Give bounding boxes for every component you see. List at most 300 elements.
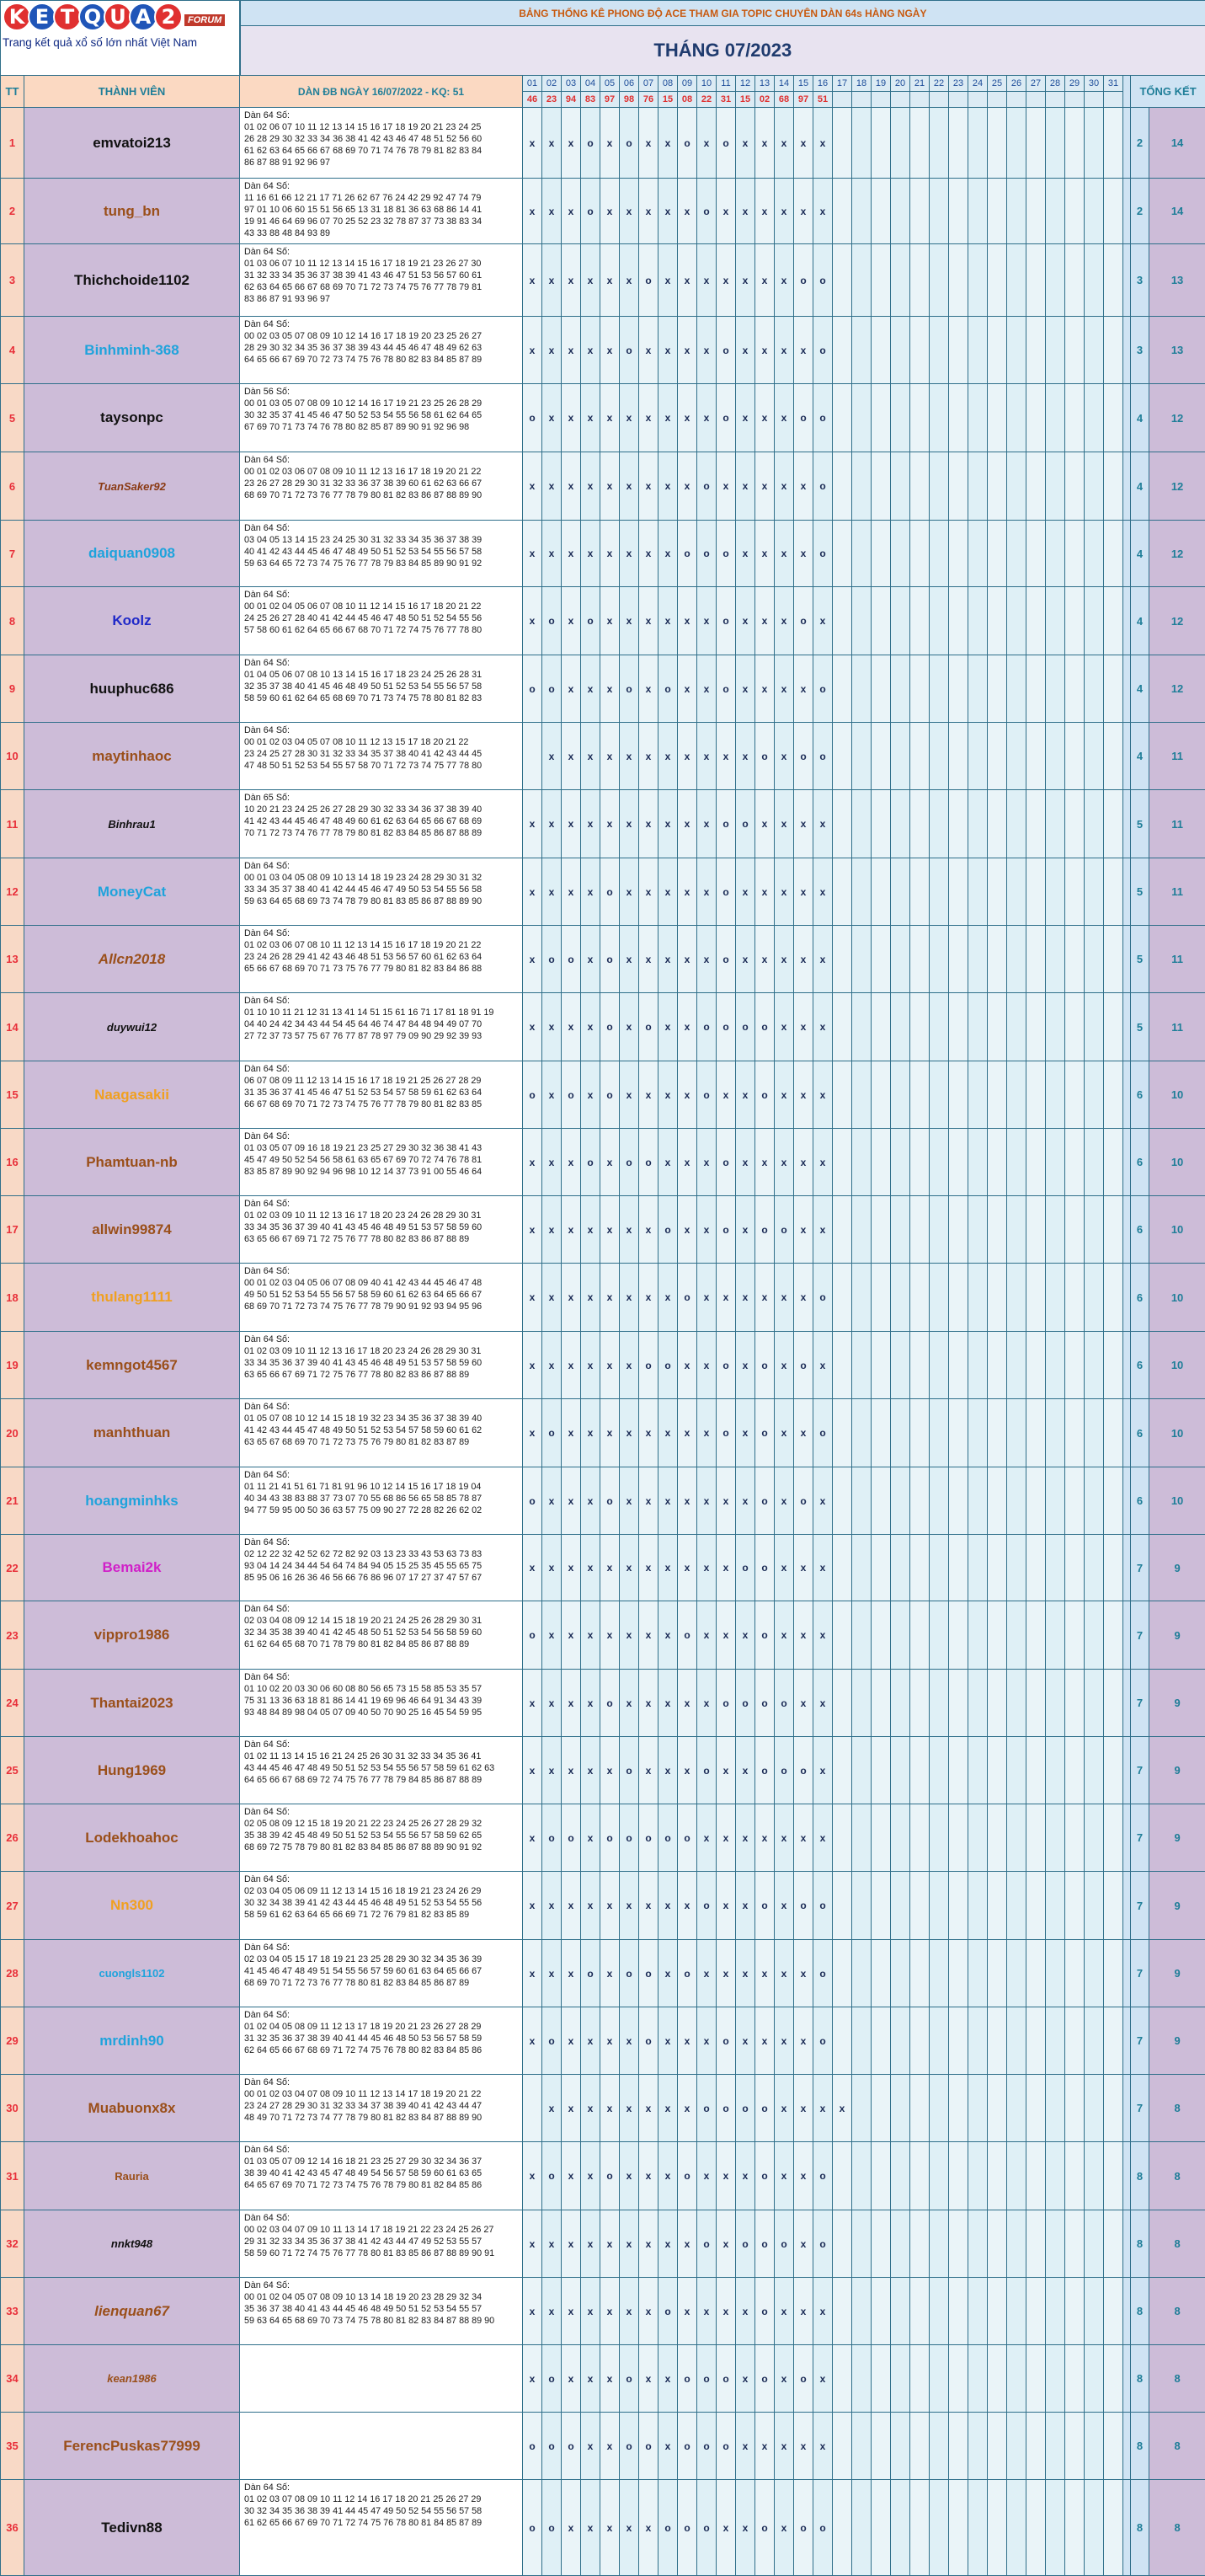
separator-col xyxy=(1123,1535,1131,1601)
member-name[interactable]: Binhminh-368 xyxy=(24,317,240,384)
day-mark: o xyxy=(736,1670,755,1737)
day-mark: x xyxy=(736,521,755,587)
header-member: THÀNH VIÊN xyxy=(24,76,240,108)
total-count-1: 3 xyxy=(1131,244,1149,317)
day-mark: x xyxy=(717,179,736,244)
day-mark: o xyxy=(523,384,542,452)
day-mark: x xyxy=(658,1670,678,1737)
day-mark xyxy=(1007,1940,1026,2007)
day-header: 31 xyxy=(1104,76,1123,92)
total-count-1: 4 xyxy=(1131,521,1149,587)
day-mark xyxy=(1085,1264,1104,1332)
day-mark xyxy=(1007,1129,1026,1196)
day-header: 18 xyxy=(852,76,872,92)
day-mark: o xyxy=(755,1670,775,1737)
day-mark xyxy=(891,1264,910,1332)
day-mark xyxy=(910,1264,930,1332)
day-mark: x xyxy=(523,2210,542,2278)
day-mark xyxy=(852,2210,872,2278)
table-row xyxy=(1,1196,1205,1264)
day-mark: x xyxy=(794,1670,813,1737)
day-mark: o xyxy=(523,1601,542,1670)
total-count-1: 7 xyxy=(1131,2075,1149,2142)
day-mark: x xyxy=(523,858,542,926)
day-mark: x xyxy=(562,1601,581,1670)
total-count-2: 9 xyxy=(1149,1535,1205,1601)
day-mark xyxy=(1104,2345,1123,2413)
member-dan: Dàn 64 Số: 01 03 06 07 10 11 12 13 14 15 16 17 18 19 21 23 26 27 30 31 32 33 34 35 36 37 38 39 41 43 46 47 51 53 56 57 60 61 62 63 64 65 66 67 68 69 70 71 72 73 74 75 76 77 78 79 81 83 86 87 91 93 96 97 xyxy=(240,244,523,317)
day-mark: x xyxy=(813,1332,833,1399)
day-mark: o xyxy=(620,1804,639,1872)
day-mark xyxy=(852,993,872,1061)
day-mark: x xyxy=(600,790,620,858)
day-mark: x xyxy=(813,2075,833,2142)
day-mark: x xyxy=(523,317,542,384)
total-count-2: 12 xyxy=(1149,655,1205,723)
day-mark: x xyxy=(658,723,678,790)
day-mark xyxy=(852,2278,872,2345)
member-name[interactable]: TuanSaker92 xyxy=(24,452,240,521)
day-mark: x xyxy=(542,179,562,244)
day-mark: x xyxy=(639,587,658,655)
day-mark: x xyxy=(775,1399,794,1467)
day-mark: x xyxy=(813,1061,833,1129)
day-mark: o xyxy=(542,1399,562,1467)
day-mark xyxy=(1007,317,1026,384)
day-mark xyxy=(833,1399,852,1467)
day-mark xyxy=(1026,926,1046,993)
day-mark: x xyxy=(562,790,581,858)
day-mark: o xyxy=(620,1129,639,1196)
day-mark: x xyxy=(523,2007,542,2075)
day-mark: x xyxy=(697,587,717,655)
day-header: 05 xyxy=(600,76,620,92)
day-mark: o xyxy=(678,521,697,587)
day-result xyxy=(1007,92,1026,108)
day-mark: x xyxy=(620,1535,639,1601)
total-count-1: 8 xyxy=(1131,2345,1149,2413)
day-mark: x xyxy=(581,2480,600,2576)
member-name[interactable]: emvatoi213 xyxy=(24,108,240,179)
day-mark: x xyxy=(775,926,794,993)
member-name[interactable]: daiquan0908 xyxy=(24,521,240,587)
day-mark: x xyxy=(639,1670,658,1737)
day-mark: x xyxy=(794,858,813,926)
member-name[interactable]: FerencPuskas77999 xyxy=(24,2413,240,2480)
day-mark xyxy=(1026,858,1046,926)
day-mark: x xyxy=(542,317,562,384)
day-mark xyxy=(910,452,930,521)
day-mark xyxy=(1026,2345,1046,2413)
day-mark: o xyxy=(697,1737,717,1804)
day-mark: x xyxy=(794,179,813,244)
member-dan: Dàn 64 Số: 01 02 06 07 10 11 12 13 14 15 16 17 18 19 20 21 23 24 25 26 28 29 30 32 33 34 36 38 41 42 43 46 47 48 51 52 56 60 61 62 63 64 65 66 67 68 69 70 71 74 76 78 79 81 82 83 84 86 87 88 91 92 96 97 xyxy=(240,108,523,179)
day-mark xyxy=(1026,587,1046,655)
member-name[interactable]: huuphuc686 xyxy=(24,655,240,723)
day-mark: x xyxy=(600,317,620,384)
day-mark: x xyxy=(678,1129,697,1196)
day-mark xyxy=(968,2345,988,2413)
member-name[interactable]: MoneyCat xyxy=(24,858,240,926)
day-mark: o xyxy=(755,1601,775,1670)
day-mark xyxy=(949,2075,968,2142)
day-mark: o xyxy=(562,926,581,993)
day-mark: x xyxy=(581,1061,600,1129)
day-mark: x xyxy=(542,452,562,521)
member-name[interactable]: taysonpc xyxy=(24,384,240,452)
day-mark: x xyxy=(717,1061,736,1129)
day-mark: x xyxy=(697,244,717,317)
member-dan: Dàn 64 Số: 00 01 02 03 06 07 08 09 10 11 12 13 16 17 18 19 20 21 22 23 26 27 28 29 30 31 32 33 36 37 38 39 60 61 62 63 66 67 68 69 70 71 72 73 76 77 78 79 80 81 82 83 86 87 88 89 90 xyxy=(240,452,523,521)
day-mark xyxy=(910,993,930,1061)
day-mark: x xyxy=(620,1601,639,1670)
day-mark xyxy=(1065,317,1085,384)
day-mark: x xyxy=(639,723,658,790)
day-mark: x xyxy=(678,723,697,790)
day-mark xyxy=(1065,926,1085,993)
day-mark: x xyxy=(794,2278,813,2345)
day-mark xyxy=(833,655,852,723)
member-name[interactable]: cuongls1102 xyxy=(24,1940,240,2007)
day-mark xyxy=(930,1264,949,1332)
day-mark: o xyxy=(697,2413,717,2480)
day-mark xyxy=(1104,655,1123,723)
day-mark: x xyxy=(813,2278,833,2345)
day-mark xyxy=(1085,993,1104,1061)
row-number: 20 xyxy=(1,1399,24,1467)
member-name[interactable]: thulang1111 xyxy=(24,1264,240,1332)
member-name[interactable]: kean1986 xyxy=(24,2345,240,2413)
total-count-2: 10 xyxy=(1149,1264,1205,1332)
member-name[interactable]: Bemai2k xyxy=(24,1535,240,1601)
day-mark: o xyxy=(678,1264,697,1332)
day-mark: o xyxy=(736,993,755,1061)
member-name[interactable]: Rauria xyxy=(24,2142,240,2210)
day-result: 98 xyxy=(620,92,639,108)
day-mark: x xyxy=(562,587,581,655)
total-count-1: 8 xyxy=(1131,2480,1149,2576)
total-count-1: 6 xyxy=(1131,1196,1149,1264)
member-name[interactable]: kemngot4567 xyxy=(24,1332,240,1399)
member-dan: Dàn 64 Số: 06 07 08 09 11 12 13 14 15 16 17 18 19 21 25 26 27 28 29 31 35 36 37 41 45 46 47 51 52 53 54 57 58 59 61 62 63 64 66 67 68 69 70 71 72 73 74 75 76 77 78 79 80 81 82 83 85 xyxy=(240,1061,523,1129)
day-mark xyxy=(872,2278,891,2345)
day-mark xyxy=(872,1196,891,1264)
member-name[interactable]: Thantai2023 xyxy=(24,1670,240,1737)
day-mark: x xyxy=(639,452,658,521)
day-mark: x xyxy=(620,1196,639,1264)
day-mark: x xyxy=(678,1399,697,1467)
day-mark: x xyxy=(581,1670,600,1737)
day-result xyxy=(1104,92,1123,108)
day-mark: x xyxy=(697,1332,717,1399)
day-mark: x xyxy=(581,384,600,452)
day-mark: o xyxy=(523,2480,542,2576)
member-name[interactable]: Allcn2018 xyxy=(24,926,240,993)
member-name[interactable]: Binhrau1 xyxy=(24,790,240,858)
day-mark xyxy=(968,2007,988,2075)
day-mark: x xyxy=(736,655,755,723)
member-name[interactable]: Koolz xyxy=(24,587,240,655)
row-number: 30 xyxy=(1,2075,24,2142)
day-mark xyxy=(1104,108,1123,179)
day-mark xyxy=(1104,2480,1123,2576)
member-name[interactable]: Muabuonx8x xyxy=(24,2075,240,2142)
member-name[interactable]: Naagasakii xyxy=(24,1061,240,1129)
day-mark: x xyxy=(755,384,775,452)
day-mark xyxy=(910,1670,930,1737)
total-count-2: 9 xyxy=(1149,1940,1205,2007)
day-mark: x xyxy=(581,2278,600,2345)
day-mark: o xyxy=(523,1061,542,1129)
day-result: 83 xyxy=(581,92,600,108)
day-mark xyxy=(1046,244,1065,317)
day-mark: x xyxy=(562,179,581,244)
day-mark: x xyxy=(794,108,813,179)
day-mark: x xyxy=(658,858,678,926)
logo-letter: A xyxy=(129,3,157,31)
day-mark: o xyxy=(717,1129,736,1196)
day-mark: x xyxy=(678,1872,697,1940)
day-mark xyxy=(891,521,910,587)
day-mark: o xyxy=(813,384,833,452)
day-mark: x xyxy=(736,244,755,317)
day-mark xyxy=(1104,723,1123,790)
total-count-1: 6 xyxy=(1131,1467,1149,1535)
day-mark: x xyxy=(736,1264,755,1332)
day-mark xyxy=(1104,1535,1123,1601)
day-mark xyxy=(1026,1940,1046,2007)
day-mark xyxy=(852,723,872,790)
day-mark: o xyxy=(600,1467,620,1535)
day-mark: x xyxy=(678,1061,697,1129)
day-mark xyxy=(891,1535,910,1601)
day-mark: o xyxy=(794,587,813,655)
day-mark xyxy=(949,1670,968,1737)
day-result: 08 xyxy=(678,92,697,108)
day-mark xyxy=(1085,2345,1104,2413)
day-mark xyxy=(930,1061,949,1129)
day-result xyxy=(852,92,872,108)
day-mark xyxy=(949,1264,968,1332)
day-mark: x xyxy=(736,858,755,926)
day-mark xyxy=(968,655,988,723)
day-mark: x xyxy=(794,2210,813,2278)
table-row xyxy=(1,655,1205,723)
day-header: 07 xyxy=(639,76,658,92)
day-mark xyxy=(988,452,1007,521)
day-mark xyxy=(910,2142,930,2210)
day-mark: x xyxy=(658,179,678,244)
member-name[interactable]: allwin99874 xyxy=(24,1196,240,1264)
day-mark: x xyxy=(523,1670,542,1737)
day-mark xyxy=(930,384,949,452)
day-mark xyxy=(833,2142,852,2210)
member-name[interactable]: nnkt948 xyxy=(24,2210,240,2278)
member-name[interactable]: vippro1986 xyxy=(24,1601,240,1670)
separator-col xyxy=(1123,1129,1131,1196)
day-mark: x xyxy=(755,179,775,244)
day-mark: o xyxy=(523,1467,542,1535)
day-mark: x xyxy=(794,1535,813,1601)
table-row xyxy=(1,2480,1205,2576)
member-name[interactable]: Thichchoide1102 xyxy=(24,244,240,317)
day-mark xyxy=(1065,1872,1085,1940)
day-mark xyxy=(1007,2075,1026,2142)
day-result: 02 xyxy=(755,92,775,108)
day-mark xyxy=(852,1940,872,2007)
day-mark xyxy=(968,723,988,790)
day-mark xyxy=(1026,993,1046,1061)
day-mark xyxy=(833,1196,852,1264)
day-mark: x xyxy=(697,1399,717,1467)
day-mark: x xyxy=(600,179,620,244)
day-mark: x xyxy=(542,521,562,587)
day-mark: o xyxy=(794,1872,813,1940)
day-header: 11 xyxy=(717,76,736,92)
day-mark xyxy=(1026,1804,1046,1872)
day-mark xyxy=(852,1601,872,1670)
day-mark: x xyxy=(678,2278,697,2345)
day-mark: x xyxy=(581,1196,600,1264)
day-mark xyxy=(968,2210,988,2278)
day-mark xyxy=(833,521,852,587)
day-mark: x xyxy=(581,926,600,993)
member-dan: Dàn 64 Số: 03 04 05 13 14 15 23 24 25 30 31 32 33 34 35 36 37 38 39 40 41 42 43 44 45 46 47 48 49 50 51 52 53 54 55 56 57 58 59 63 64 65 72 73 74 75 76 77 78 79 83 84 85 89 90 91 92 xyxy=(240,521,523,587)
day-mark xyxy=(988,1601,1007,1670)
day-mark: o xyxy=(697,2345,717,2413)
day-mark xyxy=(1065,2007,1085,2075)
day-mark xyxy=(930,521,949,587)
day-mark xyxy=(891,2007,910,2075)
day-mark: x xyxy=(697,655,717,723)
day-mark xyxy=(988,723,1007,790)
day-mark: x xyxy=(775,1332,794,1399)
day-mark xyxy=(968,1332,988,1399)
day-mark xyxy=(1046,858,1065,926)
day-mark: x xyxy=(600,2345,620,2413)
day-mark xyxy=(872,2142,891,2210)
day-mark xyxy=(910,108,930,179)
day-mark: o xyxy=(542,2007,562,2075)
day-mark xyxy=(872,179,891,244)
member-name[interactable]: maytinhaoc xyxy=(24,723,240,790)
member-name[interactable]: lienquan67 xyxy=(24,2278,240,2345)
day-mark xyxy=(891,1670,910,1737)
day-mark xyxy=(988,993,1007,1061)
day-mark xyxy=(1046,2142,1065,2210)
day-mark: x xyxy=(562,2210,581,2278)
day-header: 16 xyxy=(813,76,833,92)
day-mark: o xyxy=(717,384,736,452)
day-mark: x xyxy=(813,108,833,179)
day-mark: x xyxy=(736,1467,755,1535)
separator-col xyxy=(1123,108,1131,179)
day-mark xyxy=(891,1061,910,1129)
day-mark xyxy=(1085,317,1104,384)
day-mark: x xyxy=(813,1601,833,1670)
member-dan: Dàn 64 Số: 01 02 04 05 08 09 11 12 13 17 18 19 20 21 23 26 27 28 29 31 32 35 36 37 38 39 40 41 44 45 46 48 50 53 56 57 58 59 62 64 65 66 67 68 69 71 72 74 75 76 78 80 82 83 84 85 86 xyxy=(240,2007,523,2075)
day-mark xyxy=(833,2210,852,2278)
day-mark xyxy=(968,1264,988,1332)
member-name[interactable]: Tedivn88 xyxy=(24,2480,240,2576)
day-mark: x xyxy=(620,2075,639,2142)
row-number: 33 xyxy=(1,2278,24,2345)
member-name[interactable]: tung_bn xyxy=(24,179,240,244)
day-mark: x xyxy=(775,244,794,317)
member-name[interactable]: duywui12 xyxy=(24,993,240,1061)
day-mark xyxy=(1046,926,1065,993)
day-mark xyxy=(930,452,949,521)
day-mark: x xyxy=(600,452,620,521)
day-mark: x xyxy=(697,858,717,926)
day-mark xyxy=(852,1264,872,1332)
total-count-1: 8 xyxy=(1131,2278,1149,2345)
day-mark xyxy=(930,1196,949,1264)
day-mark: o xyxy=(755,2345,775,2413)
member-name[interactable]: manhthuan xyxy=(24,1399,240,1467)
day-mark xyxy=(872,1332,891,1399)
day-mark xyxy=(930,1467,949,1535)
day-mark: x xyxy=(658,2142,678,2210)
day-mark: o xyxy=(581,587,600,655)
day-mark: x xyxy=(794,521,813,587)
day-mark: o xyxy=(678,1940,697,2007)
day-mark xyxy=(910,384,930,452)
day-mark xyxy=(1007,1804,1026,1872)
day-mark xyxy=(1104,993,1123,1061)
total-count-2: 10 xyxy=(1149,1332,1205,1399)
day-mark xyxy=(988,2075,1007,2142)
day-mark xyxy=(891,179,910,244)
site-logo[interactable] xyxy=(1,1,239,50)
logo-letter: U xyxy=(104,3,132,31)
day-mark: x xyxy=(600,1872,620,1940)
day-mark xyxy=(1007,1061,1026,1129)
day-mark: x xyxy=(562,1872,581,1940)
day-mark: x xyxy=(755,1940,775,2007)
total-count-2: 11 xyxy=(1149,926,1205,993)
day-mark xyxy=(949,1804,968,1872)
day-mark xyxy=(1085,1804,1104,1872)
day-mark xyxy=(949,2142,968,2210)
day-mark: o xyxy=(717,790,736,858)
day-mark xyxy=(968,317,988,384)
day-mark xyxy=(833,926,852,993)
member-name[interactable]: Phamtuan-nb xyxy=(24,1129,240,1196)
day-mark: x xyxy=(581,858,600,926)
day-mark xyxy=(1046,452,1065,521)
day-mark xyxy=(930,1940,949,2007)
member-name[interactable]: hoangminhks xyxy=(24,1467,240,1535)
day-mark: x xyxy=(775,993,794,1061)
separator-col xyxy=(1123,790,1131,858)
day-mark xyxy=(930,1601,949,1670)
member-name[interactable]: Lodekhoahoc xyxy=(24,1804,240,1872)
member-dan xyxy=(240,2413,523,2480)
member-dan: Dàn 64 Số: 00 01 02 03 04 05 06 07 08 09 40 41 42 43 44 45 46 47 48 49 50 51 52 53 54 55 56 57 58 59 60 61 62 63 64 65 66 67 68 69 70 71 72 73 74 75 76 77 78 79 90 91 92 93 94 95 96 xyxy=(240,1264,523,1332)
member-name[interactable]: Nn300 xyxy=(24,1872,240,1940)
day-mark: o xyxy=(794,1332,813,1399)
member-name[interactable]: mrdinh90 xyxy=(24,2007,240,2075)
day-mark: x xyxy=(600,723,620,790)
day-mark xyxy=(1046,1535,1065,1601)
member-dan: Dàn 64 Số: 02 05 08 09 12 15 18 19 20 21 22 23 24 25 26 27 28 29 32 35 38 39 42 45 48 49 50 51 52 53 54 55 56 57 58 59 62 65 68 69 72 75 78 79 80 81 82 83 84 85 86 87 88 89 90 91 92 xyxy=(240,1804,523,1872)
day-mark: x xyxy=(794,2142,813,2210)
day-mark: x xyxy=(523,1264,542,1332)
day-mark: x xyxy=(775,1061,794,1129)
day-mark: x xyxy=(736,1399,755,1467)
member-name[interactable]: Hung1969 xyxy=(24,1737,240,1804)
